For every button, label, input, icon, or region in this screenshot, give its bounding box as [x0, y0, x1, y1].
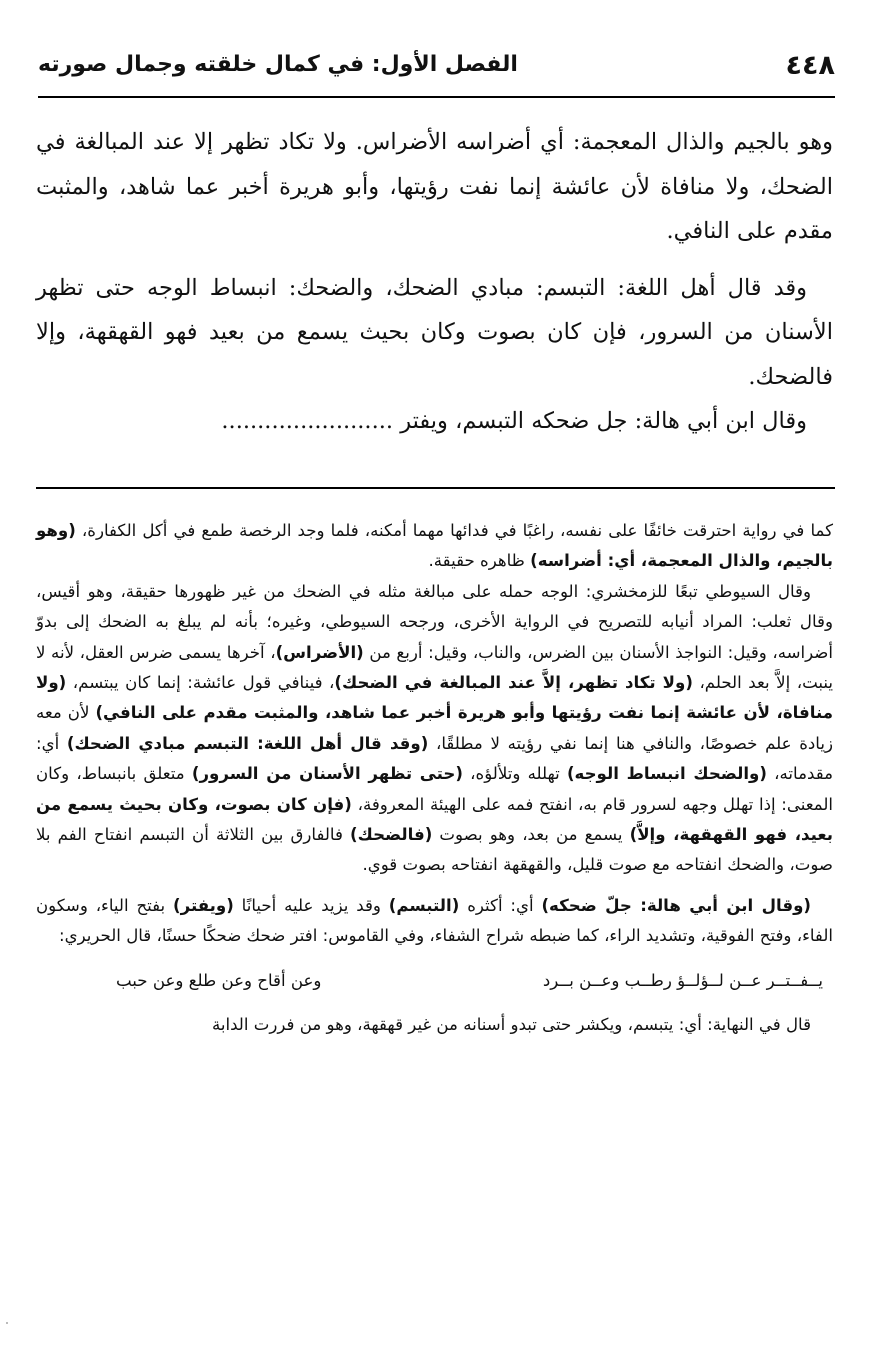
commentary-text: أي: أكثره	[459, 895, 542, 915]
commentary-text: متعلق بانبساط، وكان المعنى: إذا تهلل وجهه لسرور قام به، انفتح فمه على الهيئة المعروفة،	[36, 764, 833, 814]
commentary-text: ، فينافي قول عائشة: إنما كان يبتسم،	[66, 673, 335, 693]
quoted-text: (حتى تظهر الأسنان من السرور)	[191, 764, 463, 784]
commentary-text: وقال السيوطي تبعًا للزمخشري: الوجه حمله على مبالغة مثله في الضحك من غير ظهورها حقيقة، وهو أقيس، وقال ثعلب: المراد أنيابه للتصريح في الرواية الأخرى، ورجحه السيوطي، وغيره؛ بأنه لم يبلغ به الضحك إلى بدوّ أضراسه، وقيل: النواجذ الأسنان بين الضرس، والناب، وقيل: أربع من	[36, 581, 833, 662]
commentary-text: ظاهره حقيقة.	[428, 551, 531, 571]
quoted-text: (التبسم)	[388, 895, 460, 915]
quoted-text: (وقال ابن أبي هالة: جلّ ضحكه)	[541, 895, 811, 915]
header-divider	[38, 96, 835, 98]
main-paragraph: وقد قال أهل اللغة: التبسم: مبادي الضحك، والضحك: انبساط الوجه حتى تظهر الأسنان من السرور، فإن كان بصوت وكان بحيث يسمع من بعيد فهو القهقهة، وإلا فالضحك.	[36, 274, 833, 390]
commentary-divider	[36, 487, 835, 489]
main-paragraph-text: وقال ابن أبي هالة: جل ضحكه التبسم، ويفتر	[400, 408, 807, 434]
commentary-text: بفتح الياء، وسكون الفاء، وفتح الفوقية، وتشديد الراء، كما ضبطه شراح الشفاء، وفي القاموس: افتر ضحك ضحكًا حسنًا، قال الحريري:	[36, 895, 833, 946]
commentary-paragraph	[36, 516, 833, 577]
commentary-paragraph	[36, 891, 833, 952]
quoted-text: (وهو بالجيم، والذال المعجمة، أي: أضراسه)	[36, 521, 833, 571]
commentary-text: فالفارق بين الثلاثة أن التبسم انفتاح الفم بلا صوت، والضحك انفتاحه مع صوت قليل، والقهقهة انفتاحه بصوت قوي.	[36, 825, 833, 875]
main-paragraph	[36, 399, 833, 444]
quoted-text: (ولا تكاد تظهر، إلاَّ عند المبالغة في الضحك)	[334, 673, 693, 693]
poetry-verse	[36, 966, 833, 996]
page-number: ٤٤٨	[785, 50, 835, 81]
verse-second-hemistich: وعن أقاح وعن طلع وعن حبب	[116, 970, 322, 990]
commentary-text: تهلله وتلألؤه،	[462, 764, 567, 784]
page-header	[38, 48, 835, 92]
commentary-paragraph: قال في النهاية: أي: يتبسم، ويكشر حتى تبدو أسنانه من غير قهقهة، وهو من فررت الدابة	[211, 1015, 811, 1035]
commentary-paragraph	[36, 577, 833, 881]
commentary-text: كما في رواية احترقت خائفًا على نفسه، راغبًا في فدائها مهما أمكنه، فلما وجد الرخصة طمع في أكل الكفارة،	[75, 521, 833, 540]
commentary-text: أي: مقدماته،	[36, 733, 833, 784]
chapter-title: الفصل الأول: في كمال خلقته وجمال صورته	[38, 52, 518, 77]
quoted-text: (والضحك انبساط الوجه)	[566, 764, 767, 784]
quoted-text: (ولا منافاة، لأن عائشة إنما نفت رؤيتها وأبو هريرة أخبر عما شاهد، والمثبت مقدم على النافي)	[36, 673, 833, 723]
quoted-text: (فالضحك)	[350, 825, 433, 845]
continuation-dots: ........................	[221, 408, 394, 434]
commentary-text: يسمع من بعد، وهو بصوت	[432, 825, 630, 845]
main-text	[36, 120, 833, 444]
quoted-text: (ويفتر)	[173, 895, 234, 915]
commentary-text: لأن معه زيادة علم خصوصًا، والنافي هنا إنما نفي رؤيته لا مطلقًا،	[36, 703, 833, 753]
main-paragraph: وهو بالجيم والذال المعجمة: أي أضراسه الأضراس. ولا تكاد تظهر إلا عند المبالغة في الضحك، ولا منافاة لأن عائشة إنما نفت رؤيتها، وأبو هريرة أخبر عما شاهد، والمثبت مقدم على النافي.	[36, 129, 833, 244]
quoted-text: (فإن كان بصوت، وكان بحيث يسمع من بعيد، فهو القهقهة، وإلاَّ)	[36, 794, 833, 845]
quoted-text: (الأضراس)	[275, 642, 364, 662]
commentary-text: وقد يزيد عليه أحيانًا	[233, 895, 389, 915]
margin-speck	[6, 1322, 8, 1324]
commentary	[36, 516, 833, 1041]
commentary-text: ، آخرها يسمى ضرس العقل، لأنه لا ينبت، إلاَّ بعد الحلم،	[36, 642, 834, 693]
verse-first-hemistich: يــفــتــر عــن لــؤلــؤ رطــب وعــن بــرد	[542, 970, 823, 990]
quoted-text: (وقد قال أهل اللغة: التبسم مبادي الضحك)	[66, 733, 429, 753]
